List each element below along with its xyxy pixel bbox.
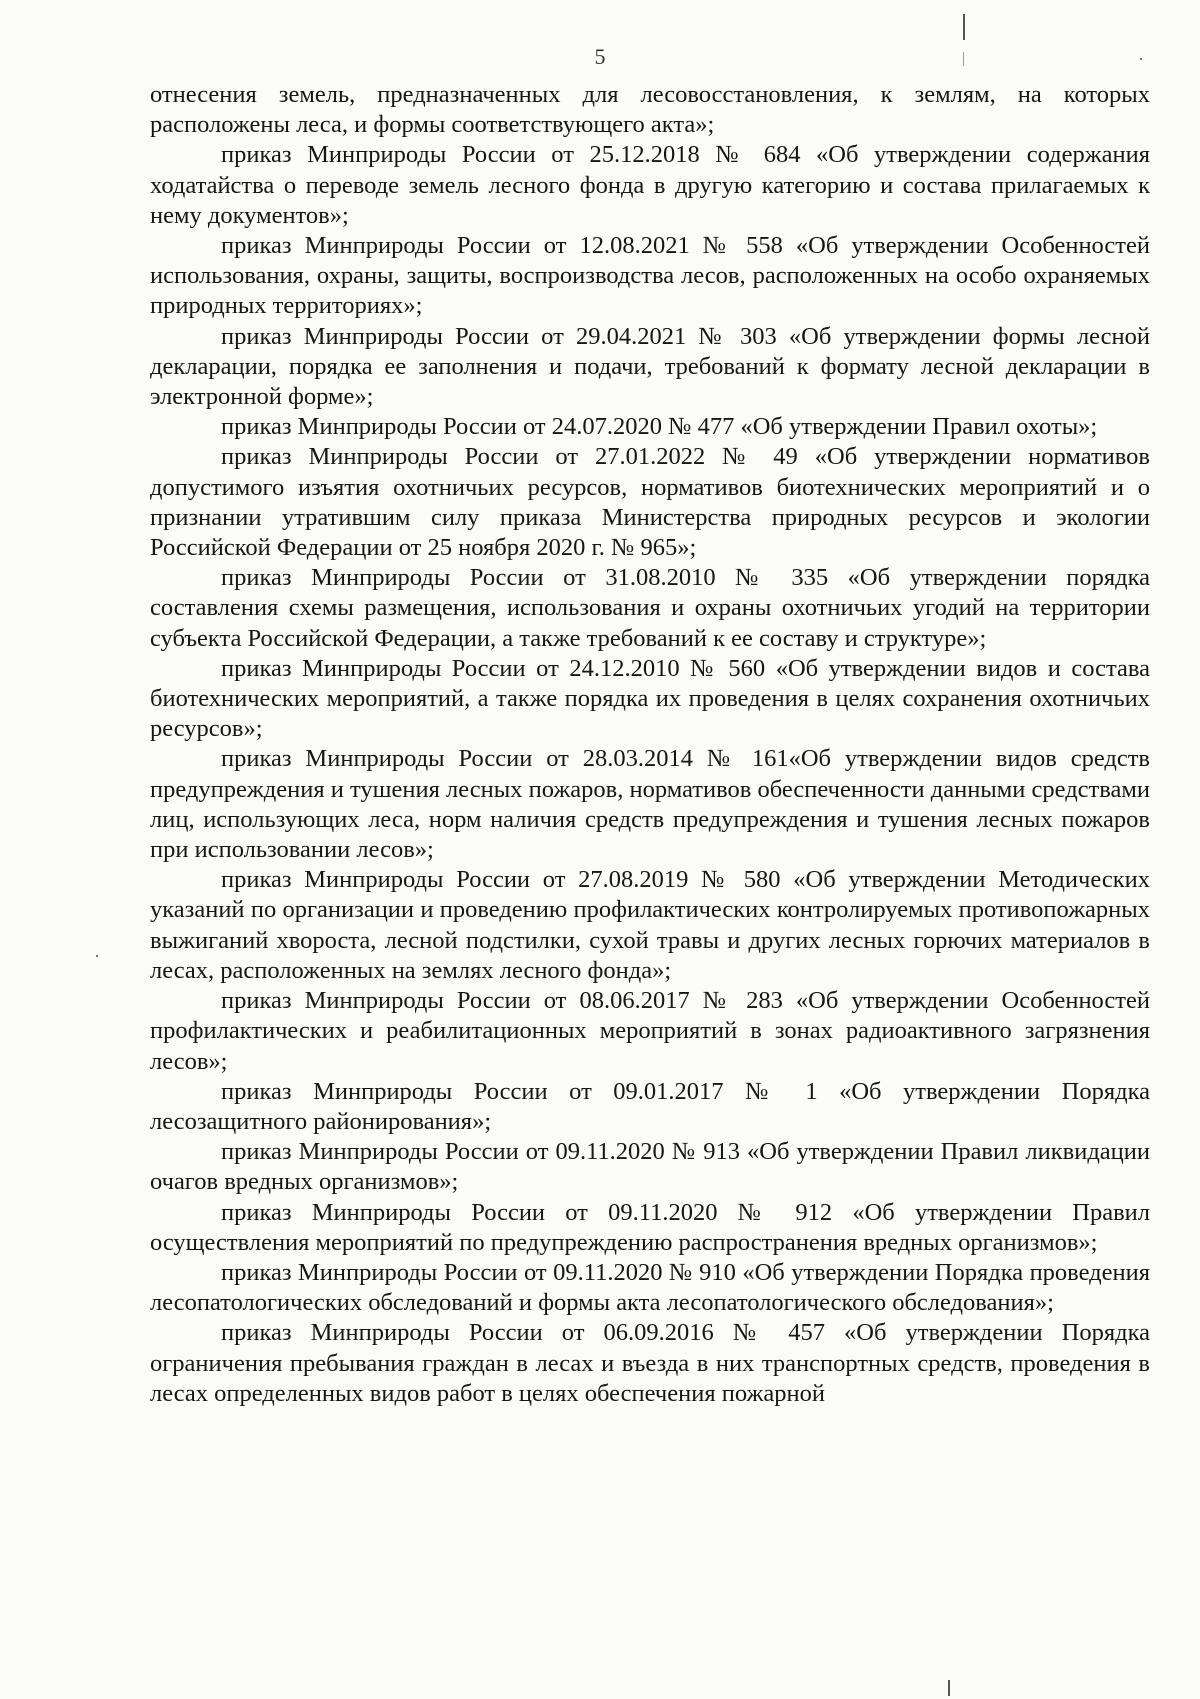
paragraph: приказ Минприроды России от 27.01.2022 № 49 «Об утверждении нормативов допустимого изъятия охотничьих ресурсов, нормативов биотехнических мероприятий и о признании утратившим силу приказа Министерства природных ресурсов и экологии Российской Федерации от 25 ноября 2020 г. № 965»; [150, 443, 1150, 562]
paragraph: приказ Минприроды России от 09.01.2017 № 1 «Об утверждении Порядка лесозащитного районирования»; [150, 1077, 1150, 1135]
paragraph: приказ Минприроды России от 09.11.2020 № 910 «Об утверждении Порядка проведения лесопатологических обследований и формы акта лесопатологического обследования»; [150, 1258, 1150, 1317]
scan-artifact-line [963, 14, 965, 40]
paragraph: приказ Минприроды России от 29.04.2021 № 303 «Об утверждении формы лесной декларации, порядка ее заполнения и подачи, требований к формату лесной декларации в электронной форме»; [150, 322, 1150, 411]
paragraph: приказ Минприроды России от 24.07.2020 № 477 «Об утверждении Правил охоты»; [221, 413, 1098, 441]
document-body [150, 80, 1150, 1409]
paragraph: приказ Минприроды России от 09.11.2020 № 912 «Об утверждении Правил осуществления мероприятий по предупреждению распространения вредных организмов»; [150, 1198, 1150, 1256]
paragraph: приказ Минприроды России от 27.08.2019 № 580 «Об утверждении Методических указаний по организации и проведению профилактических контролируемых противопожарных выжиганий хвороста, лесной подстилки, сухой травы и других лесных горючих материалов в лесах, расположенных на землях лесного фонда»; [150, 866, 1150, 984]
paragraph: приказ Минприроды России от 28.03.2014 № 161«Об утверждении видов средств предупреждения и тушения лесных пожаров, нормативов обеспеченности данными средствами лиц, использующих леса, норм наличия средств предупреждения и тушения лесных пожаров при использовании лесов»; [150, 745, 1150, 864]
paragraph: приказ Минприроды России от 08.06.2017 № 283 «Об утверждении Особенностей профилактических и реабилитационных мероприятий в зонах радиоактивного загрязнения лесов»; [150, 987, 1150, 1075]
scan-artifact-dot [96, 955, 98, 957]
paragraph: отнесения земель, предназначенных для лесовосстановления, к землям, на которых расположены леса, и формы соответствующего акта»; [150, 81, 1150, 139]
scan-artifact-dot [1140, 58, 1142, 60]
paragraph: приказ Минприроды России от 25.12.2018 № 684 «Об утверждении содержания ходатайства о переводе земель лесного фонда в другую категорию и состава прилагаемых к нему документов»; [150, 141, 1150, 229]
paragraph: приказ Минприроды России от 06.09.2016 № 457 «Об утверждении Порядка ограничения пребывания граждан в лесах и въезда в них транспортных средств, проведения в лесах определенных видов работ в целях обеспечения пожарной [150, 1319, 1150, 1407]
scan-artifact-line [963, 52, 964, 66]
paragraph: приказ Минприроды России от 09.11.2020 № 913 «Об утверждении Правил ликвидации очагов вредных организмов»; [150, 1138, 1150, 1196]
paragraph: приказ Минприроды России от 24.12.2010 № 560 «Об утверждении видов и состава биотехнических мероприятий, а также порядка их проведения в целях сохранения охотничьих ресурсов»; [150, 654, 1150, 743]
page-number: 5 [594, 44, 606, 69]
paragraph: приказ Минприроды России от 31.08.2010 № 335 «Об утверждении порядка составления схемы размещения, использования и охраны охотничьих угодий на территории субъекта Российской Федерации, а также требований к ее составу и структуре»; [150, 564, 1150, 652]
scan-artifact-line [948, 1680, 950, 1696]
paragraph: приказ Минприроды России от 12.08.2021 № 558 «Об утверждении Особенностей использования, охраны, защиты, воспроизводства лесов, расположенных на особо охраняемых природных территориях»; [150, 232, 1150, 320]
